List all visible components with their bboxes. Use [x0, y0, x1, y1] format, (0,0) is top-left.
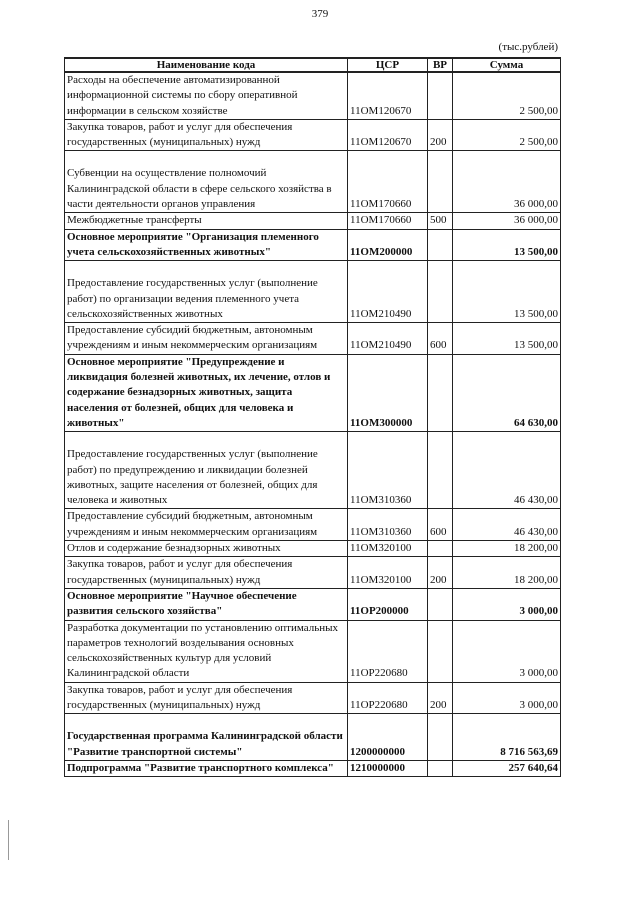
row-name-cell: Закупка товаров, работ и услуг для обеспечения государственных (муниципальных) нужд: [65, 119, 348, 151]
row-sum-cell: 18 200,00: [453, 541, 561, 557]
row-sum-cell: 46 430,00: [453, 509, 561, 541]
table-row: [65, 557, 561, 589]
row-csr-cell: 11ОМ320100: [348, 557, 428, 589]
row-csr-cell: 11ОМ170660: [348, 213, 428, 229]
row-csr-cell: 11ОМ120670: [348, 119, 428, 151]
row-sum-cell: 3 000,00: [453, 620, 561, 682]
row-csr-cell: 1210000000: [348, 760, 428, 776]
row-csr-cell: 1200000000: [348, 714, 428, 761]
row-vr-cell: [428, 72, 453, 119]
row-name-cell: Межбюджетные трансферты: [65, 213, 348, 229]
row-sum-cell: 257 640,64: [453, 760, 561, 776]
table-row: [65, 541, 561, 557]
row-name-cell: Закупка товаров, работ и услуг для обеспечения государственных (муниципальных) нужд: [65, 682, 348, 714]
row-vr-cell: 500: [428, 213, 453, 229]
row-csr-cell: 11ОМ300000: [348, 354, 428, 431]
table-row: [65, 588, 561, 620]
row-csr-cell: 11ОМ310360: [348, 509, 428, 541]
margin-mark: [8, 820, 9, 860]
row-name-cell: Предоставление субсидий бюджетным, автономным учреждениям и иным некоммерческим организациям: [65, 509, 348, 541]
row-vr-cell: 600: [428, 323, 453, 355]
row-sum-cell: 13 500,00: [453, 261, 561, 323]
row-vr-cell: [428, 432, 453, 509]
row-name-cell: Основное мероприятие "Предупреждение и ликвидация болезней животных, их лечение, отлов и содержание безнадзорных животных, защита населения от болезней, общих для человека и животных": [65, 354, 348, 431]
row-name-text: Предоставление государственных услуг (выполнение работ) по организации ведения племенного учета сельскохозяйственных животных: [67, 277, 318, 320]
row-csr-cell: 11ОМ310360: [348, 432, 428, 509]
row-name-text: Государственная программа Калининградской области "Развитие транспортной системы": [67, 730, 343, 758]
row-name-cell: [65, 714, 348, 761]
row-sum-cell: 2 500,00: [453, 72, 561, 119]
row-sum-cell: 64 630,00: [453, 354, 561, 431]
table-row: [65, 714, 561, 761]
row-name-cell: Разработка документации по установлению оптимальных параметров технологий возделывания основных сельскохозяйственных культур для условий Калининградской области: [65, 620, 348, 682]
row-name-cell: Основное мероприятие "Организация племенного учета сельскохозяйственных животных": [65, 229, 348, 261]
row-name-cell: [65, 151, 348, 213]
table-row: [65, 620, 561, 682]
row-sum-cell: 13 500,00: [453, 229, 561, 261]
table-row: [65, 354, 561, 431]
table-row: [65, 760, 561, 776]
row-vr-cell: 600: [428, 509, 453, 541]
row-name-cell: [65, 261, 348, 323]
row-vr-cell: [428, 714, 453, 761]
row-vr-cell: 200: [428, 119, 453, 151]
row-name-cell: Основное мероприятие "Научное обеспечение развития сельского хозяйства": [65, 588, 348, 620]
row-vr-cell: [428, 229, 453, 261]
row-name-text: Субвенции на осуществление полномочий Калининградской области в сфере сельского хозяйства в части деятельности органов управления: [67, 167, 332, 211]
table-row: [65, 323, 561, 355]
row-name-text: Предоставление государственных услуг (выполнение работ) по предупреждению и ликвидации болезней животных, защите населения от болезней, общих для человека и животных: [67, 448, 318, 507]
row-sum-cell: 46 430,00: [453, 432, 561, 509]
row-sum-cell: 18 200,00: [453, 557, 561, 589]
row-vr-cell: 200: [428, 557, 453, 589]
row-sum-cell: 3 000,00: [453, 682, 561, 714]
row-sum-cell: 8 716 563,69: [453, 714, 561, 761]
table-row: [65, 72, 561, 119]
row-name-cell: Предоставление субсидий бюджетным, автономным учреждениям и иным некоммерческим организациям: [65, 323, 348, 355]
row-name-cell: Расходы на обеспечение автоматизированной информационной системы по сбору оперативной информации в сельском хозяйстве: [65, 72, 348, 119]
row-vr-cell: [428, 541, 453, 557]
table-header-row: [65, 58, 561, 72]
page-number: 379: [311, 8, 329, 20]
units-note: (тыс.рублей): [498, 41, 558, 53]
table-row: [65, 151, 561, 213]
row-name-cell: Отлов и содержание безнадзорных животных: [65, 541, 348, 557]
header-vr: ВР: [428, 58, 453, 72]
row-sum-cell: 2 500,00: [453, 119, 561, 151]
row-name-cell: Подпрограмма "Развитие транспортного комплекса": [65, 760, 348, 776]
row-csr-cell: 11ОР220680: [348, 620, 428, 682]
table-body: [65, 72, 561, 777]
row-vr-cell: [428, 354, 453, 431]
header-name: Наименование кода: [65, 58, 348, 72]
row-sum-cell: 3 000,00: [453, 588, 561, 620]
header-csr: ЦСР: [348, 58, 428, 72]
table-row: [65, 509, 561, 541]
header-sum: Сумма: [453, 58, 561, 72]
row-vr-cell: [428, 760, 453, 776]
table-row: [65, 261, 561, 323]
row-name-cell: Закупка товаров, работ и услуг для обеспечения государственных (муниципальных) нужд: [65, 557, 348, 589]
row-sum-cell: 36 000,00: [453, 213, 561, 229]
budget-table: [64, 57, 561, 777]
row-csr-cell: 11ОМ210490: [348, 261, 428, 323]
row-csr-cell: 11ОР200000: [348, 588, 428, 620]
row-vr-cell: 200: [428, 682, 453, 714]
row-sum-cell: 36 000,00: [453, 151, 561, 213]
row-csr-cell: 11ОМ120670: [348, 72, 428, 119]
row-csr-cell: 11ОМ170660: [348, 151, 428, 213]
row-sum-cell: 13 500,00: [453, 323, 561, 355]
table-row: [65, 682, 561, 714]
table-row: [65, 213, 561, 229]
row-vr-cell: [428, 151, 453, 213]
table-row: [65, 229, 561, 261]
row-name-cell: [65, 432, 348, 509]
row-vr-cell: [428, 620, 453, 682]
row-vr-cell: [428, 261, 453, 323]
table-row: [65, 432, 561, 509]
table-row: [65, 119, 561, 151]
row-vr-cell: [428, 588, 453, 620]
row-csr-cell: 11ОМ210490: [348, 323, 428, 355]
row-csr-cell: 11ОР220680: [348, 682, 428, 714]
row-csr-cell: 11ОМ200000: [348, 229, 428, 261]
row-csr-cell: 11ОМ320100: [348, 541, 428, 557]
